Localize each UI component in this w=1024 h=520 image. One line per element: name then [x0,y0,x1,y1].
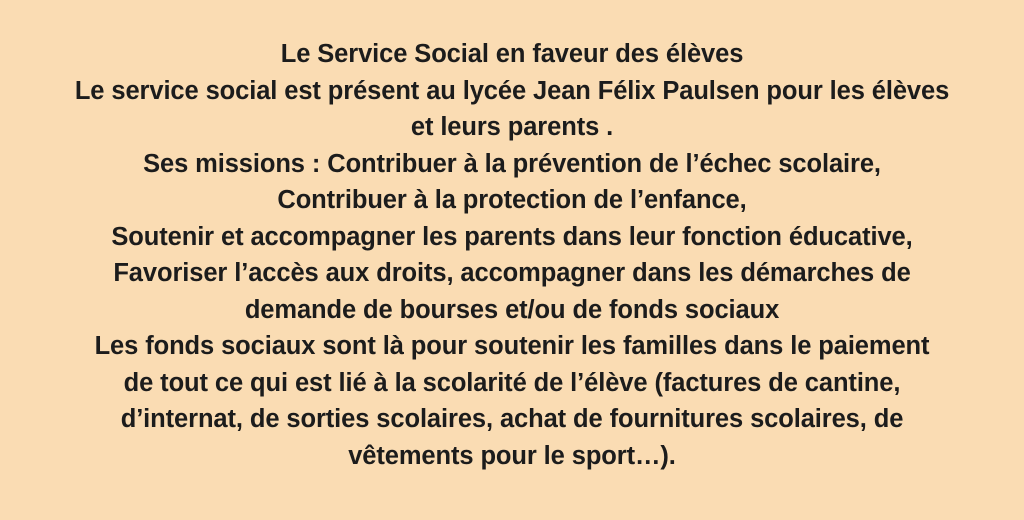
text-line-3: et leurs parents . [410,113,614,141]
page-title: Le Service Social en faveur des élèves [280,40,744,68]
text-line-9: Les fonds sociaux sont là pour soutenir les familles dans le paiement [94,332,930,360]
text-line-8: demande de bourses et/ou de fonds sociaux [244,295,780,324]
text-line-5: Contribuer à la protection de l’enfance, [277,186,747,214]
text-line-6: Soutenir et accompagner les parents dans leur fonction éducative, [111,222,913,251]
text-line-10: de tout ce qui est lié à la scolarité de l’élève (factures de cantine, [123,368,901,397]
text-line-7: Favoriser l’accès aux droits, accompagner dans les démarches de [113,259,911,287]
text-line-4: Ses missions : Contribuer à la prévention de l’échec scolaire, [143,149,881,178]
text-line-12: vêtements pour le sport…). [348,441,676,470]
text-line-2: Le service social est présent au lycée Jean Félix Paulsen pour les élèves [74,76,950,105]
text-line-11: d’internat, de sorties scolaires, achat de fournitures scolaires, de [120,405,904,433]
